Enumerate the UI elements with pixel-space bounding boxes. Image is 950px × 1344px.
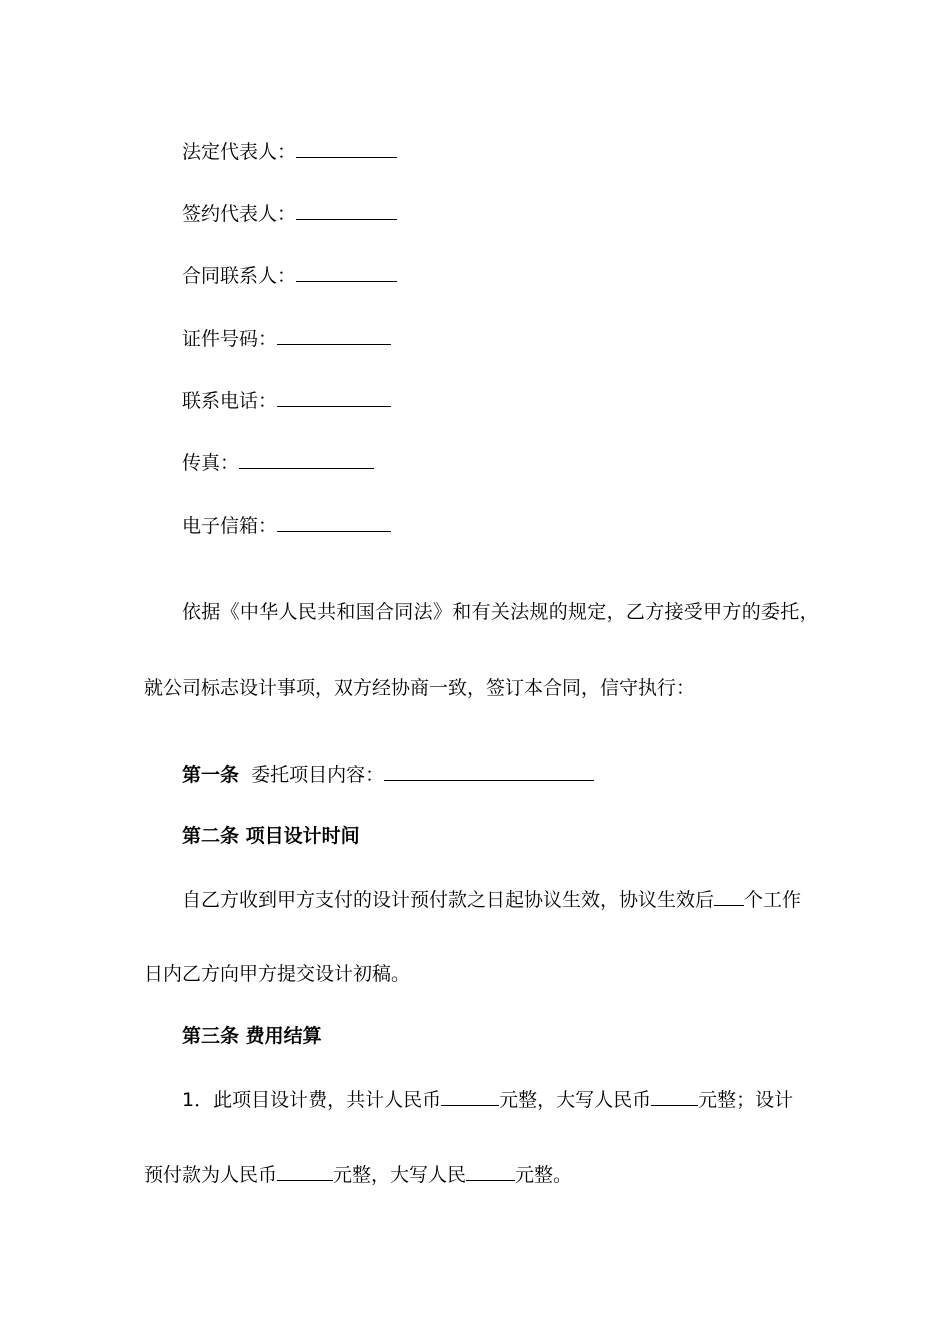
fill-blank[interactable]	[384, 762, 594, 781]
fill-blank[interactable]	[651, 1087, 698, 1106]
article-1-heading: 第一条	[182, 764, 240, 786]
article-1-text: 委托项目内容：	[251, 764, 385, 786]
field-label: 法定代表人：	[182, 141, 297, 163]
article-3-text-b: 元整，大写人民币	[499, 1089, 652, 1111]
preamble-line-1: 依据《中华人民共和国合同法》和有关法规的规定，乙方接受甲方的委托，	[182, 601, 819, 623]
article-3-text-f: 元整。	[515, 1164, 573, 1186]
fill-blank[interactable]	[277, 1162, 333, 1181]
field-label: 电子信箱：	[182, 515, 278, 537]
field-email	[182, 513, 391, 538]
article-3-text-e: 元整，大写人民	[333, 1164, 467, 1186]
article-2-text-b: 个工作	[744, 889, 802, 911]
article-3-para-2	[144, 1162, 572, 1187]
article-2-text-a: 自乙方收到甲方支付的设计预付款之日起协议生效，协议生效后	[182, 889, 715, 911]
article-2-line-1	[182, 887, 801, 912]
field-phone	[182, 388, 391, 413]
fill-blank[interactable]	[277, 326, 391, 345]
field-legal-representative	[182, 139, 397, 164]
fill-blank[interactable]	[296, 263, 397, 282]
field-signing-representative	[182, 201, 397, 226]
article-3-para-1	[182, 1087, 793, 1112]
field-id-number	[182, 326, 391, 351]
field-label: 合同联系人：	[182, 265, 297, 287]
fill-blank[interactable]	[277, 388, 391, 407]
field-label: 证件号码：	[182, 328, 278, 350]
fill-blank[interactable]	[466, 1162, 515, 1181]
fill-blank[interactable]	[296, 139, 397, 158]
fill-blank[interactable]	[714, 887, 744, 906]
article-3-text-a: 1．此项目设计费，共计人民币	[182, 1089, 442, 1111]
field-label: 签约代表人：	[182, 203, 297, 225]
article-2-heading: 第二条 项目设计时间	[182, 825, 360, 847]
article-3-heading: 第三条 费用结算	[182, 1025, 322, 1047]
fill-blank[interactable]	[277, 513, 391, 532]
article-1	[182, 762, 594, 787]
fill-blank[interactable]	[441, 1087, 499, 1106]
article-3-text-c: 元整；设计	[698, 1089, 794, 1111]
field-label: 传真：	[182, 452, 240, 474]
field-contract-contact	[182, 263, 397, 288]
fill-blank[interactable]	[239, 450, 374, 469]
preamble-line-2: 就公司标志设计事项，双方经协商一致，签订本合同，信守执行：	[144, 677, 696, 699]
field-label: 联系电话：	[182, 390, 278, 412]
article-2-line-2: 日内乙方向甲方提交设计初稿。	[144, 963, 411, 985]
field-fax	[182, 450, 374, 475]
fill-blank[interactable]	[296, 201, 397, 220]
article-3-text-d: 预付款为人民币	[144, 1164, 278, 1186]
